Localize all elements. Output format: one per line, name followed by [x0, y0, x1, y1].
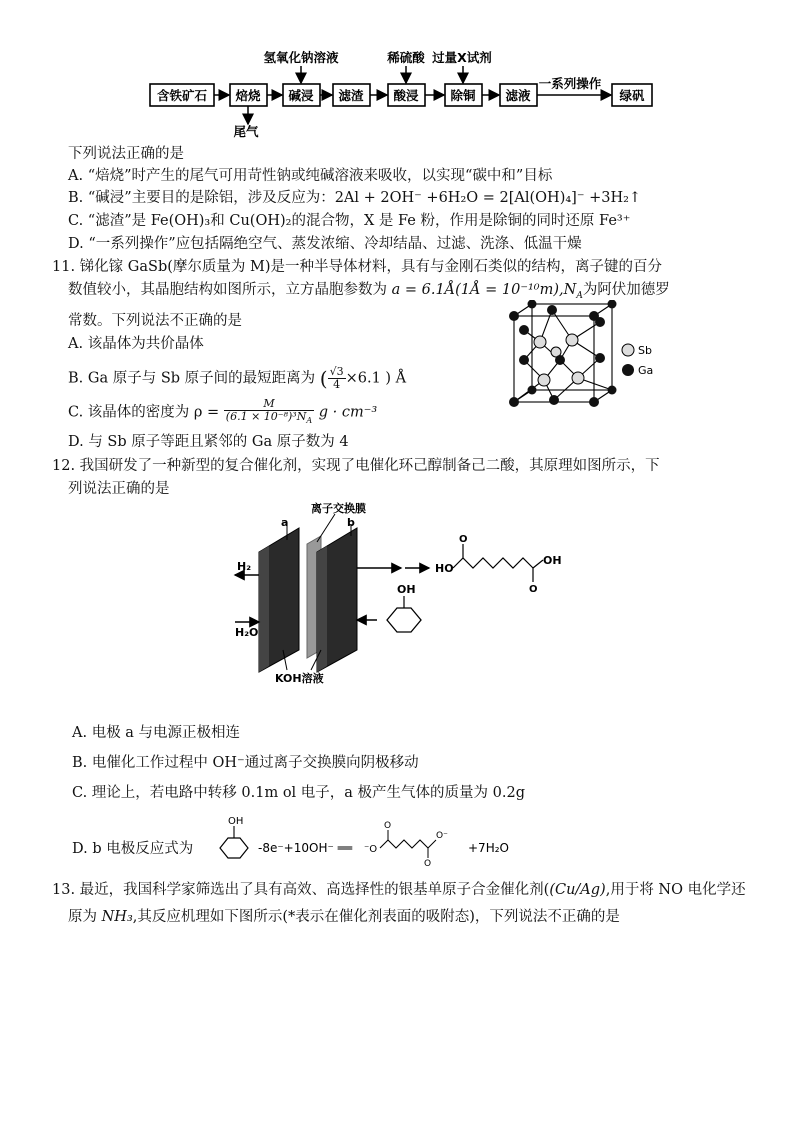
h2-label: H₂ [237, 560, 252, 573]
flow-label-product: 绿矾 [619, 88, 645, 103]
q11-b-den: 4 [333, 378, 341, 391]
q12-option-d[interactable]: D. b 电极反应式为 [72, 841, 194, 857]
flow-label-copper-removal: 除铜 [450, 88, 476, 103]
q12-line1: 12. 我国研发了一种新型的复合催化剂，实现了电催化环己醇制备己二酸，其原理如图所示，下 [52, 458, 660, 474]
q12-d-post: +7H₂O [468, 841, 509, 855]
q11-b-fraction [328, 366, 346, 391]
q10-option-d[interactable]: D. “一系列操作”应包括隔绝空气、蒸发浓缩、冷却结晶、过滤、洗涤、低温干燥 [68, 236, 582, 252]
tail-gas-label: 尾气 [233, 124, 259, 139]
flow-label-filtrate: 滤液 [505, 88, 531, 103]
q12-d-oh: OH [228, 816, 244, 827]
q12-d-equation [210, 812, 530, 868]
q11-lattice-param: a = 6.1Å(1Å = 10⁻¹⁰m) [391, 282, 560, 298]
q13-catalyst: (Cu/Ag) [549, 882, 606, 898]
q13-line2 [68, 908, 620, 926]
q11-na: ,N [559, 282, 577, 298]
q11-option-c[interactable] [68, 398, 377, 427]
q11-c-num: M [224, 398, 314, 411]
electrode-a-label: a [281, 516, 289, 529]
q12-option-c[interactable]: C. 理论上，若电路中转移 0.1m ol 电子，a 极产生气体的质量为 0.2g [72, 785, 526, 801]
reagent-x: 过量X试剂 [432, 50, 492, 65]
q12-line2: 列说法正确的是 [68, 481, 170, 497]
q10-option-a[interactable]: A. “焙烧”时产生的尾气可用苛性钠或纯碱溶液来吸收，以实现“碳中和”目标 [68, 168, 553, 184]
svg-text:O: O [459, 534, 468, 545]
process-flow-diagram [0, 0, 793, 140]
svg-text:O: O [424, 859, 432, 868]
q11-option-b[interactable]: B. Ga 原子与 Sb 原子间的最短距离为 ( $\frac{√3}{4}$ ×6.1 ) Å [68, 365, 407, 391]
q11-b-num: √3 [329, 365, 344, 378]
reagent-h2so4: 稀硫酸 [387, 50, 425, 65]
q12-d-mid: -8e⁻+10OH⁻ ══ [258, 841, 353, 855]
flow-label-ore: 含铁矿石 [156, 88, 208, 103]
electrolysis-diagram [225, 500, 585, 690]
q11-c-den [224, 411, 314, 427]
svg-text:O: O [384, 821, 392, 831]
q11-option-d[interactable]: D. 与 Sb 原子等距且紧邻的 Ga 原子数为 4 [68, 434, 349, 450]
q11-line2-end: 为阿伏加德罗 [582, 282, 670, 298]
q13-line1-end: ,用于将 NO 电化学还 [605, 882, 746, 898]
q10-option-b[interactable]: B. “碱浸”主要目的是除铝，涉及反应为：2Al + 2OH⁻ +6H₂O = 2[Al(OH)₄]⁻ +3H₂↑ [68, 190, 642, 206]
svg-text:⁻O: ⁻O [364, 844, 378, 855]
q11-b-post: ×6.1 ) Å [345, 370, 407, 387]
flow-label-roast: 焙烧 [235, 88, 261, 103]
svg-text:O: O [529, 584, 538, 595]
q12-option-a[interactable]: A. 电极 a 与电源正极相连 [72, 725, 241, 741]
flow-label-alkali-leach: 碱浸 [288, 88, 314, 103]
membrane-label: 离子交换膜 [311, 502, 366, 515]
q11-c-den-text: (6.1 × 10⁻⁸)³N [225, 410, 307, 423]
q11-c-fraction [224, 398, 314, 427]
q11-line2-text: 数值较小，其晶胞结构如图所示，立方晶胞参数为 [68, 282, 387, 298]
q12-option-b[interactable]: B. 电催化工作过程中 OH⁻通过离子交换膜向阴极移动 [72, 755, 419, 771]
svg-text:O⁻: O⁻ [436, 831, 448, 841]
q13-line2-end: ,其反应机理如下图所示(*表示在催化剂表面的吸附态)，下列说法不正确的是 [132, 909, 620, 925]
q11-line1: 11. 锑化镓 GaSb(摩尔质量为 M)是一种半导体材料，具有与金刚石类似的结构，离子键的百分 [52, 259, 662, 275]
q11-c-post: g · cm⁻³ [318, 404, 378, 421]
q13-line1 [52, 881, 746, 899]
electrode-b-label: b [347, 516, 355, 529]
h2o-label: H₂O [235, 626, 259, 639]
cyclohexanol-oh: OH [397, 583, 416, 596]
q11-c-den-sub: A [306, 416, 313, 426]
q13-nh3: NH₃ [101, 909, 133, 925]
adipic-ho: HO [435, 562, 454, 575]
q11-na-sub: A [576, 290, 583, 301]
adipic-oh: OH [543, 554, 562, 567]
q13-line1-text: 13. 最近，我国科学家筛选出了具有高效、高选择性的银基单原子合金催化剂( [52, 882, 550, 898]
flow-label-residue: 滤渣 [338, 88, 364, 103]
reagent-naoh: 氢氧化钠溶液 [263, 50, 339, 65]
q10-stem: 下列说法正确的是 [68, 146, 184, 162]
crystal-cell-diagram [500, 300, 670, 420]
q11-line3: 常数。下列说法不正确的是 [68, 313, 242, 329]
q13-line2-text: 原为 [68, 909, 97, 925]
q11-option-a[interactable]: A. 该晶体为共价晶体 [68, 336, 204, 352]
series-op-label: 一系列操作 [538, 76, 602, 91]
flow-label-acid-leach: 酸浸 [393, 88, 419, 103]
q11-b-text: B. Ga 原子与 Sb 原子间的最短距离为 [68, 370, 316, 387]
q10-option-c[interactable]: C. “滤渣”是 Fe(OH)₃和 Cu(OH)₂的混合物，X 是 Fe 粉，作用是除铜的同时还原 Fe³⁺ [68, 213, 631, 229]
koh-label: KOH溶液 [275, 672, 324, 685]
legend-sb: Sb [638, 344, 652, 357]
legend-ga: Ga [638, 364, 654, 377]
q11-c-text: C. 该晶体的密度为 ρ = [68, 404, 220, 421]
